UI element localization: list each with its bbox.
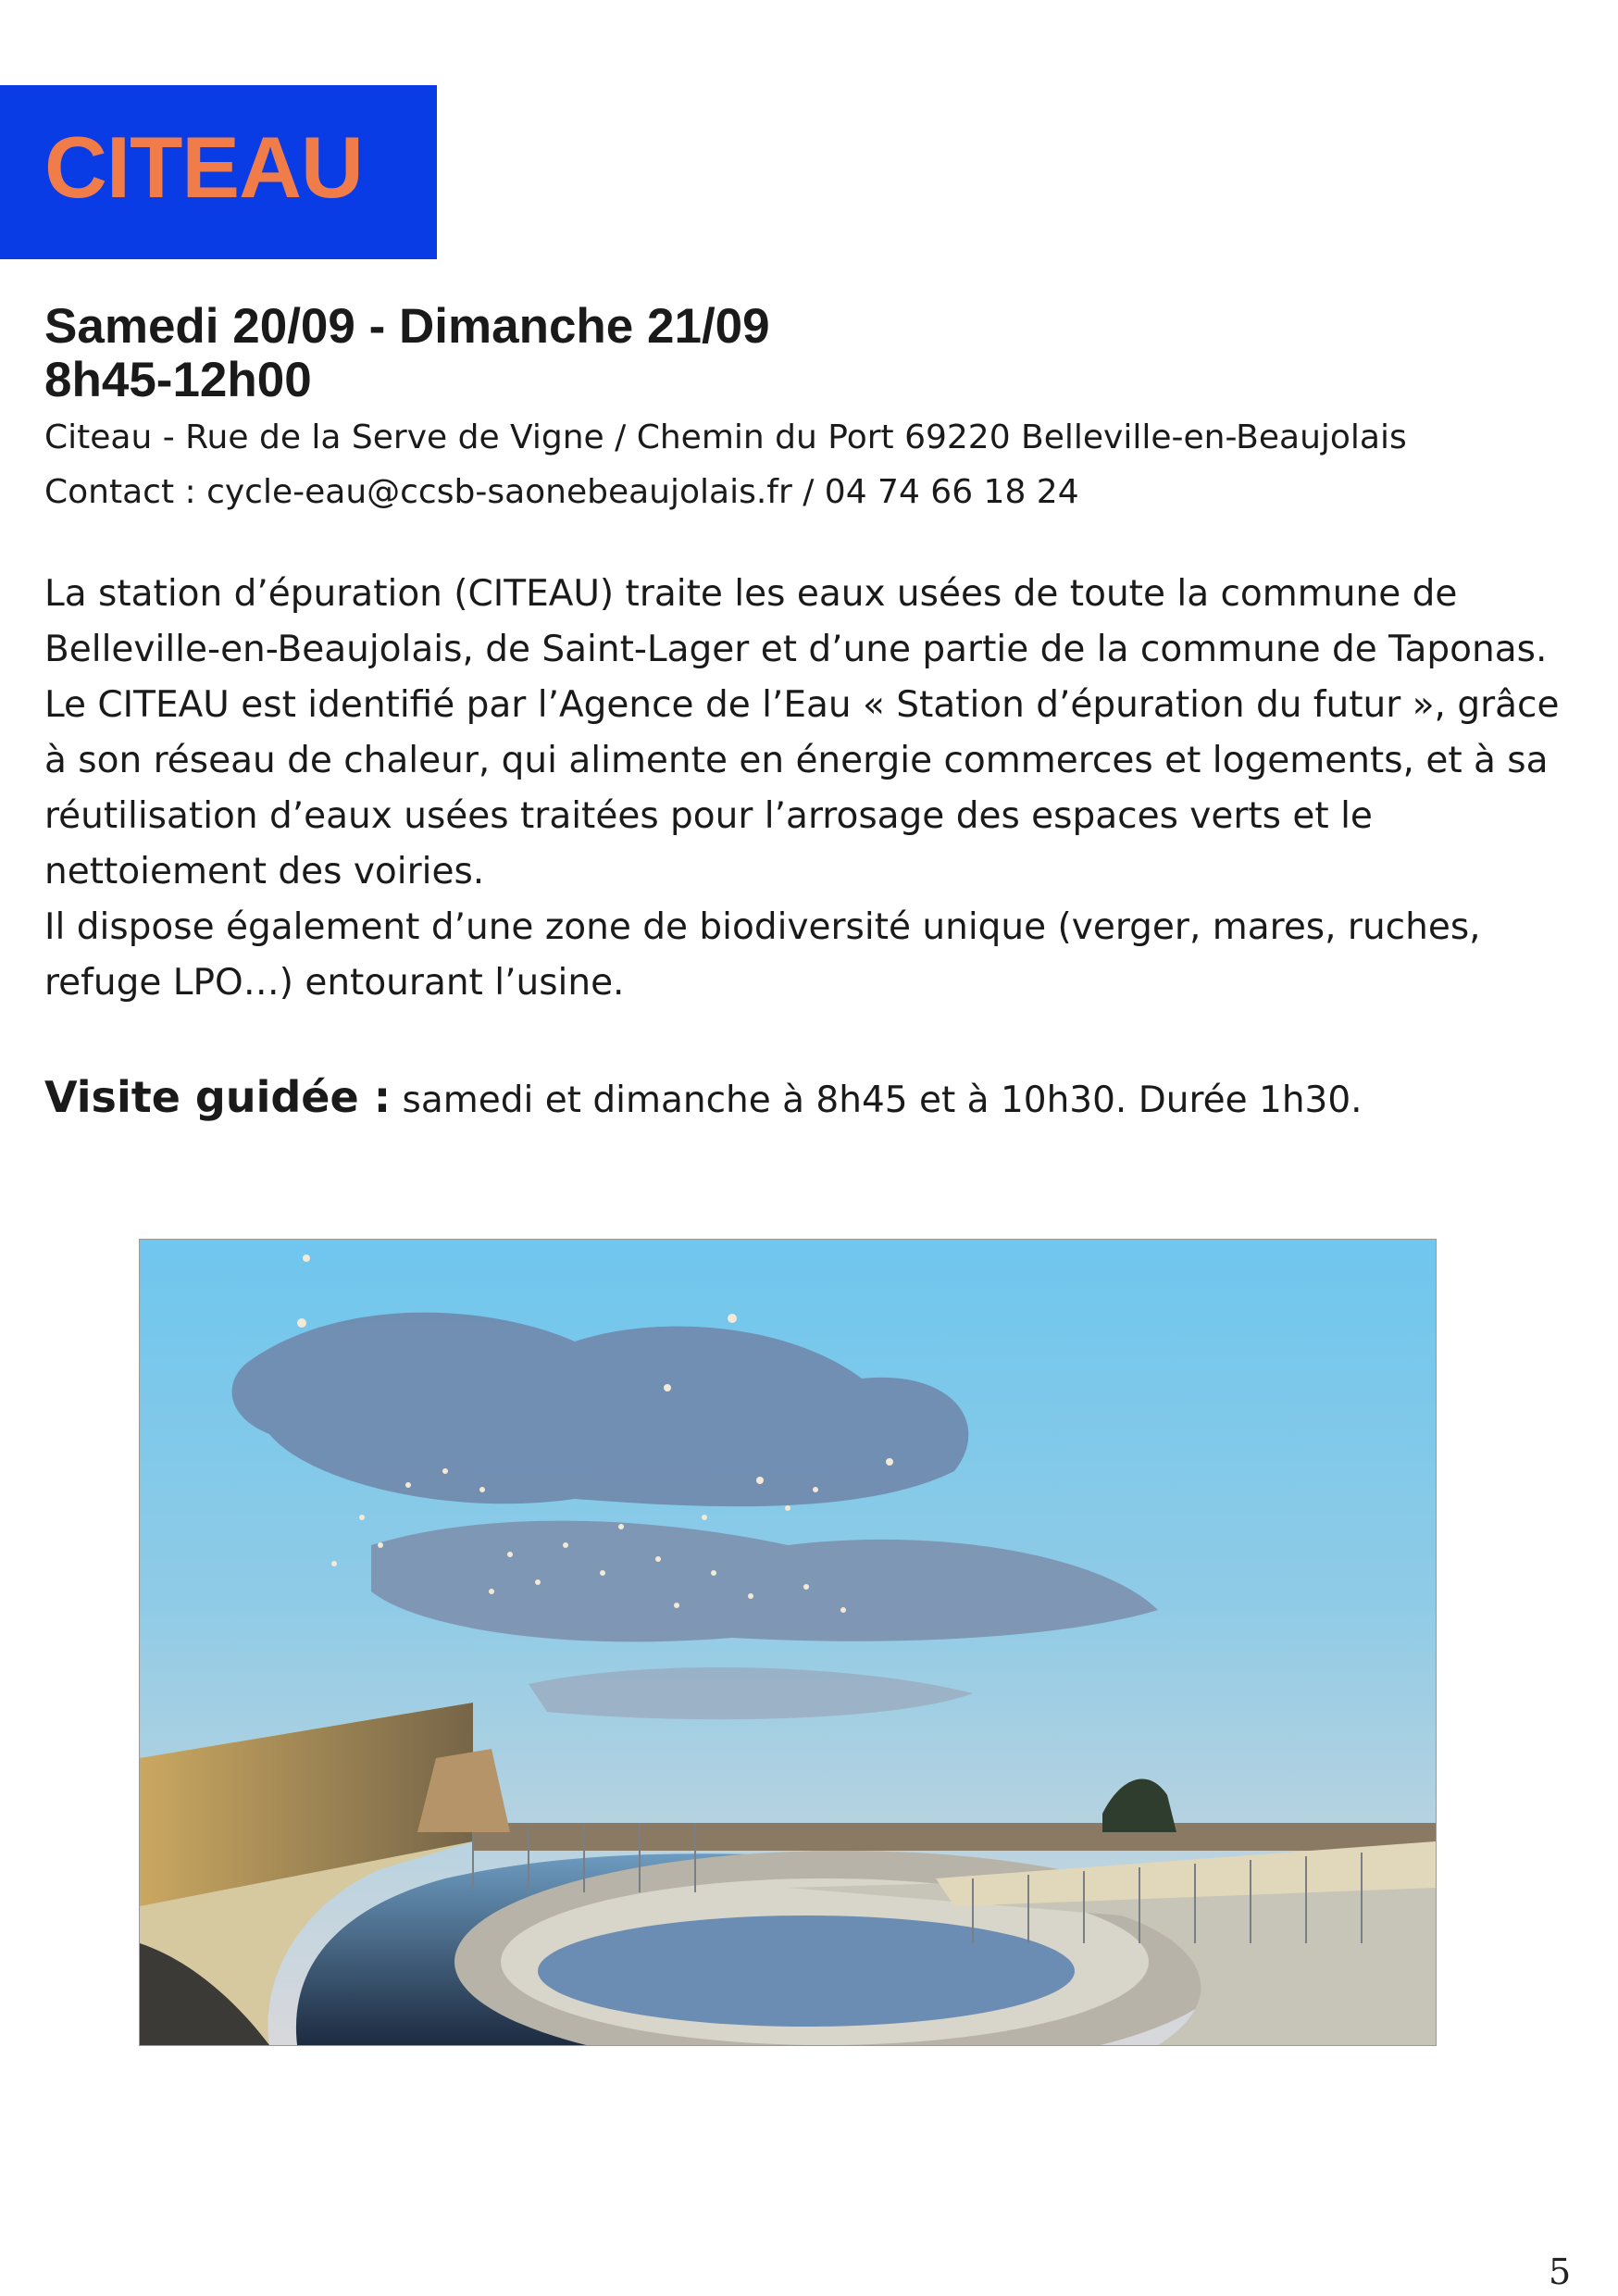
event-contact: Contact : cycle-eau@ccsb-saonebeaujolais.fr / 04 74 66 18 24 [44,473,1079,511]
guided-visit [44,1072,1363,1123]
description [44,567,1562,1011]
event-dates: Samedi 20/09 - Dimanche 21/09 [44,299,770,354]
description-paragraph: Il dispose également d’une zone de biodiversité unique (verger, mares, ruches, refuge LPO…) entourant l’usine. [44,906,1481,1004]
page-number: 5 [1549,2252,1572,2292]
page-title: CITEAU [44,119,363,216]
event-address: Citeau - Rue de la Serve de Vigne / Chemin du Port 69220 Belleville-en-Beaujolais [44,418,1407,456]
guided-visit-details: samedi et dimanche à 8h45 et à 10h30. Durée 1h30. [402,1079,1363,1121]
treatment-plant-photo [139,1239,1437,2046]
description-paragraph: La station d’épuration (CITEAU) traite les eaux usées de toute la commune de Belleville-en-Beaujolais, de Saint-Lager et d’une partie de la commune de Taponas. Le CITEAU est identifié par l’Agence de l’Eau « Station d’épuration du futur », grâce à son réseau de chaleur, qui alimente en énergie commerces et logements, et à sa réutilisation d’eaux usées traitées pour l’arrosage des espaces verts et le nettoiement des voiries. [44,573,1560,892]
event-hours: 8h45-12h00 [44,353,312,407]
guided-visit-label: Visite guidée : [44,1072,392,1122]
